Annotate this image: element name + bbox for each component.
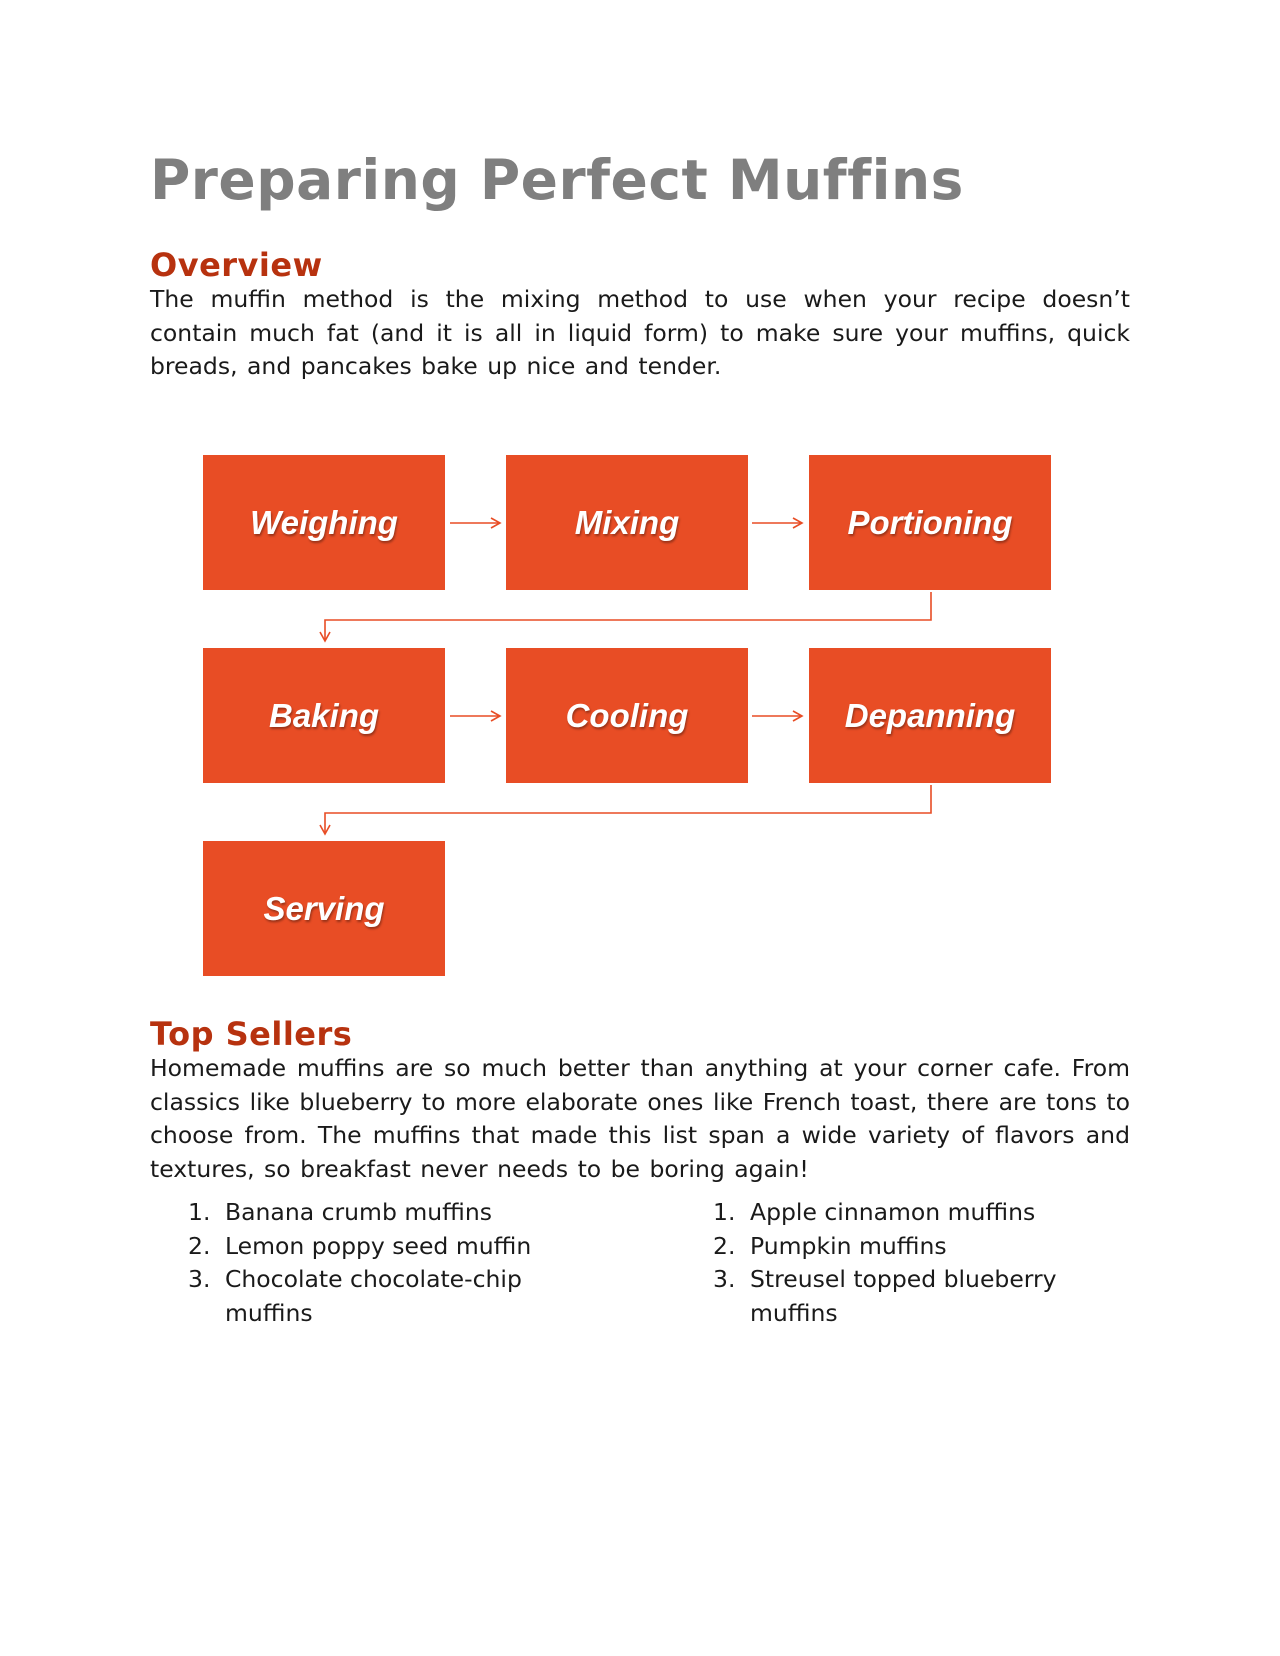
step-label: Depanning <box>844 696 1016 734</box>
list-item-text: Streusel topped blueberry muffins <box>750 1265 1057 1327</box>
step-box-mixing <box>506 455 748 590</box>
step-box-baking <box>203 648 445 783</box>
step-box-cooling <box>506 648 748 783</box>
arrow-portioning-to-baking <box>325 592 931 641</box>
overview-heading: Overview <box>150 246 323 284</box>
step-label: Mixing <box>574 503 680 541</box>
overview-paragraph: The muffin method is the mixing method to use when your recipe doesn’t contain much fat (and it is all in liquid form) to make sure your muffins, quick breads, and pancakes bake up nice and tender. <box>150 285 1130 380</box>
step-label: Portioning <box>847 503 1013 541</box>
list-item <box>675 1196 1065 1230</box>
top-sellers-list-left <box>150 1196 540 1330</box>
top-sellers-list-right <box>675 1196 1065 1330</box>
step-label: Cooling <box>565 696 689 734</box>
top-sellers-paragraph: Homemade muffins are so much better than anything at your corner cafe. From classics like blueberry to more elaborate ones like French toast, there are tons to choose from. The muffins that made this list span a wide variety of flavors and textures, so breakfast never needs to be boring again! <box>150 1054 1130 1183</box>
list-item <box>150 1230 540 1264</box>
list-item-number: 1. <box>188 1198 211 1226</box>
step-box-serving <box>203 841 445 976</box>
step-box-portioning <box>809 455 1051 590</box>
page-title: Preparing Perfect Muffins <box>150 148 964 212</box>
arrow-depanning-to-serving <box>325 785 931 834</box>
list-item-number: 1. <box>713 1198 736 1226</box>
list-item <box>675 1263 1065 1330</box>
list-item <box>150 1263 540 1330</box>
list-item-text: Lemon poppy seed muffin <box>225 1231 532 1260</box>
list-item-number: 2. <box>188 1231 211 1260</box>
list-item-number: 2. <box>713 1231 736 1260</box>
step-box-depanning <box>809 648 1051 783</box>
top-sellers-heading: Top Sellers <box>150 1015 353 1053</box>
step-label: Weighing <box>250 503 398 541</box>
list-item-number: 3. <box>188 1265 211 1293</box>
list-item-number: 3. <box>713 1265 736 1293</box>
step-label: Serving <box>263 889 385 927</box>
list-item <box>675 1230 1065 1264</box>
list-item-text: Banana crumb muffins <box>225 1198 492 1226</box>
list-item-text: Pumpkin muffins <box>750 1231 947 1260</box>
list-item-text: Chocolate chocolate-chip muffins <box>225 1265 522 1327</box>
step-label: Baking <box>268 696 380 734</box>
list-item-text: Apple cinnamon muffins <box>750 1198 1036 1226</box>
step-box-weighing <box>203 455 445 590</box>
list-item <box>150 1196 540 1230</box>
